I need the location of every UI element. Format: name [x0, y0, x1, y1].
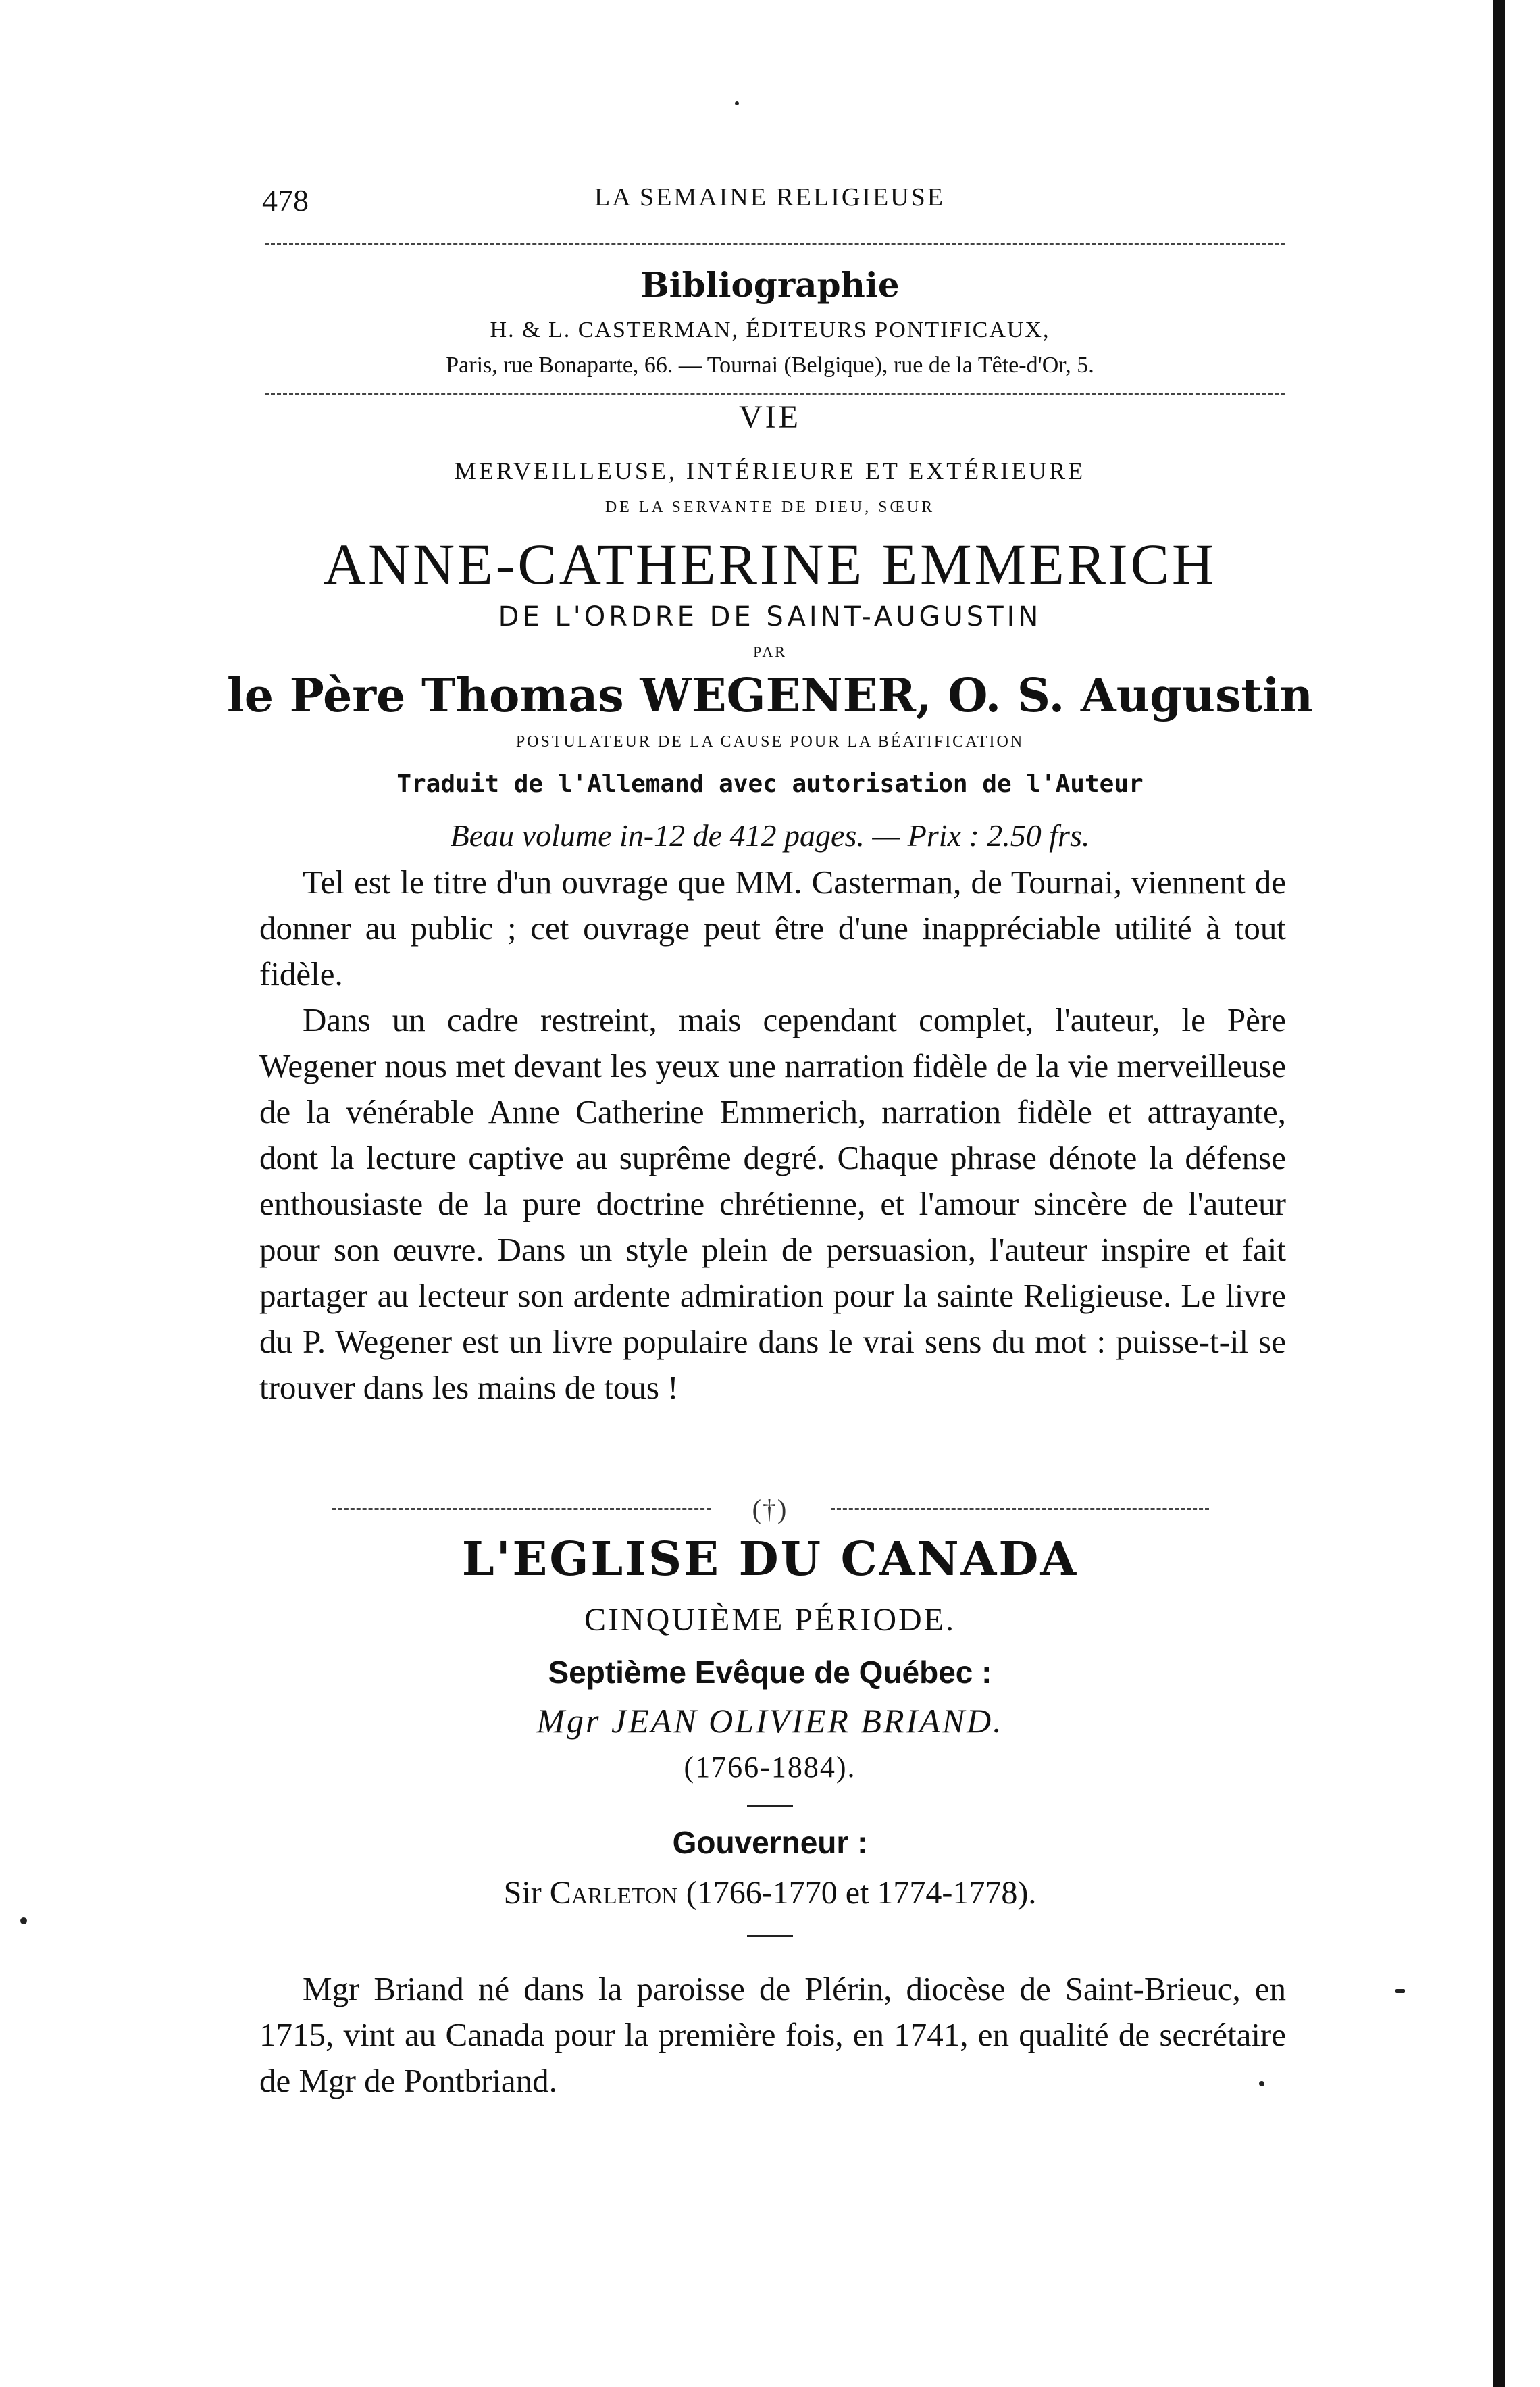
header-rule — [265, 243, 1285, 245]
publisher-line-1: H. & L. CASTERMAN, ÉDITEURS PONTIFICAUX, — [490, 318, 1050, 343]
review-text — [259, 859, 1286, 1411]
article-subheading: Septième Evêque de Québec : — [548, 1655, 992, 1690]
ornament-rule-right — [831, 1508, 1209, 1510]
bibliography-heading: Bibliographie — [640, 265, 900, 305]
translation-note: Traduit de l'Allemand avec autorisation de l'Auteur — [396, 770, 1144, 798]
review-paragraph: Dans un cadre restreint, mais cependant complet, l'auteur, le Père Wegener nous met devant les yeux une narration fidèle de la vie merveilleuse de la vénérable Anne Catherine Emmerich, narration fidèle et attrayante, dont la lecture captive au suprême degré. Chaque phrase dénote la défense enthousiaste de la pure doctrine chrétienne, et l'amour sincère de l'auteur pour son œuvre. Dans un style plein de persuasion, l'auteur inspire et fait partager au lecteur son ardente admiration pour la sainte Religieuse. Le livre du P. Wegener est un livre populaire dans le vrai sens du mot : puisse-t-il se trouver dans les mains de tous ! — [259, 1001, 1286, 1406]
article-period: CINQUIÈME PÉRIODE. — [584, 1602, 956, 1638]
scan-speck — [1395, 1989, 1405, 1993]
article-text — [259, 1966, 1286, 2104]
governor-line — [0, 1874, 1540, 1911]
section-short-rule — [747, 1935, 793, 1937]
book-details: Beau volume in-12 de 412 pages. — Prix : 2.50 frs. — [450, 818, 1090, 853]
book-title-line-3: DE LA SERVANTE DE DIEU, SŒUR — [605, 499, 935, 516]
article-paragraph: Mgr Briand né dans la paroisse de Plérin, diocèse de Saint-Brieuc, en 1715, vint au Canada pour la première fois, en 1741, en qualité de secrétaire de Mgr de Pontbriand. — [259, 1970, 1286, 2099]
scan-speck — [735, 101, 739, 105]
book-title-main: ANNE-CATHERINE EMMERICH — [323, 532, 1217, 597]
scan-speck — [1259, 2081, 1264, 2086]
bishop-name: Mgr JEAN OLIVIER BRIAND. — [536, 1702, 1004, 1740]
article-title: L'EGLISE DU CANADA — [461, 1532, 1079, 1586]
publisher-rule — [265, 393, 1285, 395]
section-short-rule — [747, 1805, 793, 1807]
governor-dates: (1766-1770 et 1774-1778). — [677, 1875, 1037, 1911]
page-number: 478 — [262, 183, 309, 218]
running-title: LA SEMAINE RELIGIEUSE — [594, 183, 945, 211]
by-label: PAR — [753, 643, 787, 660]
book-author: le Père Thomas WEGENER, O. S. Augustin — [226, 669, 1314, 723]
publisher-line-2: Paris, rue Bonaparte, 66. — Tournai (Belgique), rue de la Tête-d'Or, 5. — [446, 353, 1094, 378]
book-title-line-5: DE L'ORDRE DE SAINT-AUGUSTIN — [498, 601, 1042, 632]
book-title-line-1: VIE — [739, 399, 801, 435]
bishop-dates: (1766-1884). — [684, 1751, 856, 1784]
governor-prefix: Sir — [503, 1875, 550, 1911]
book-title-line-2: MERVEILLEUSE, INTÉRIEURE ET EXTÉRIEURE — [454, 457, 1086, 484]
scan-speck — [20, 1917, 27, 1924]
cross-ornament: (†) — [752, 1494, 788, 1524]
governor-name: Carleton — [549, 1875, 678, 1911]
review-paragraph: Tel est le titre d'un ouvrage que MM. Casterman, de Tournai, viennent de donner au public ; cet ouvrage peut être d'une inappréciable utilité à tout fidèle. — [259, 863, 1286, 993]
governor-heading: Gouverneur : — [672, 1825, 868, 1860]
author-role: POSTULATEUR DE LA CAUSE POUR LA BÉATIFICATION — [515, 733, 1025, 751]
